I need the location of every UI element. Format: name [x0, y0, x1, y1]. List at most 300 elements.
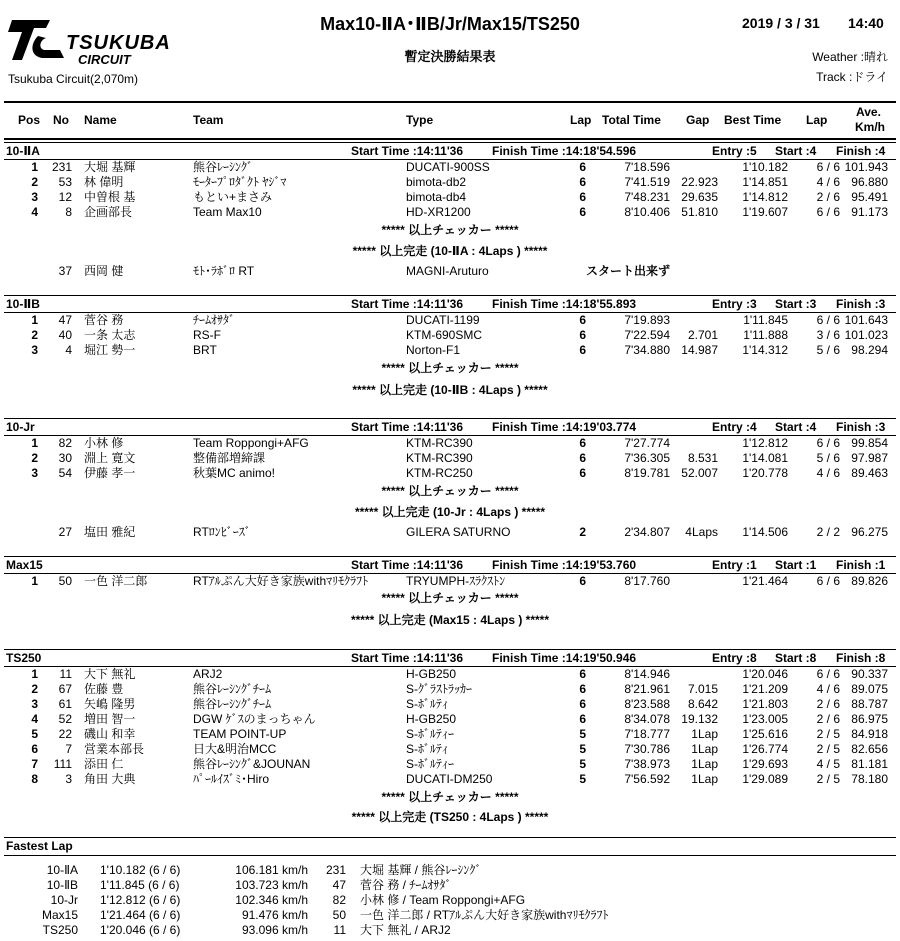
cell-laps: 6	[579, 343, 586, 357]
cell-laps: 6	[579, 466, 586, 480]
result-row	[0, 436, 900, 451]
cell-pos: 2	[31, 451, 38, 465]
cell-team: 熊谷ﾚｰｼﾝｸﾞ&JOUNAN	[193, 757, 311, 771]
result-row	[0, 727, 900, 742]
cell-total-time: 8'21.961	[624, 682, 670, 696]
cell-avg-speed: 89.463	[851, 466, 888, 480]
cell-type: GILERA SATURNO	[406, 525, 511, 539]
cell-best-time: 1'25.616	[742, 727, 788, 741]
start-time: Start Time :14:11'36	[351, 144, 464, 158]
result-row	[0, 466, 900, 481]
cell-pos: 4	[31, 205, 38, 219]
start-time: Start Time :14:11'36	[351, 558, 464, 572]
cell-no: 111	[53, 757, 72, 771]
cell-no: 82	[58, 436, 72, 450]
cell-pos: 6	[31, 742, 38, 756]
cell-laps: 5	[579, 772, 586, 786]
fastest-class: 10-ⅡA	[46, 863, 78, 877]
cell-best-time: 1'21.464	[742, 574, 788, 588]
cell-pos: 3	[31, 697, 38, 711]
non-classified-row	[0, 525, 900, 540]
cell-team: DGW ｹﾞｽのまっちゃん	[193, 712, 316, 726]
cell-pos: 3	[31, 343, 38, 357]
fastest-class: Max15	[41, 908, 78, 922]
cell-laps: 5	[579, 727, 586, 741]
time: 14:40	[848, 15, 884, 31]
section-name: TS250	[6, 651, 42, 665]
cell-team: TEAM POINT-UP	[193, 727, 287, 741]
cell-avg-speed: 82.656	[851, 742, 888, 756]
cell-type: KTM-RC390	[406, 436, 473, 450]
cell-avg-speed: 101.023	[844, 328, 888, 342]
fastest-rider-team: 大下 無礼 / ARJ2	[360, 923, 451, 937]
cell-type: DUCATI-DM250	[406, 772, 493, 786]
cell-gap: 2.701	[687, 328, 718, 342]
cell-avg-speed: 81.181	[851, 757, 888, 771]
fastest-lap-bar	[4, 837, 896, 855]
section-name: 10-ⅡA	[6, 144, 40, 158]
header-top-rule	[4, 101, 896, 103]
cell-team: BRT	[193, 343, 217, 357]
cell-gap: 14.987	[681, 343, 718, 357]
cell-total-time: 7'34.880	[624, 343, 670, 357]
cell-laps: 6	[579, 175, 586, 189]
cell-gap: 1Lap	[691, 727, 718, 741]
cell-best-lap: 2 / 5	[816, 727, 840, 741]
complete-note: ***** 以上完走 (Max15 : 4Laps ) *****	[350, 613, 550, 627]
cell-team: ﾊﾟｰﾙｲｽﾞﾐ･Hiro	[193, 772, 270, 786]
cell-type: DUCATI-1199	[406, 313, 480, 327]
col-best-time: Best Time	[724, 113, 782, 127]
cell-name: 矢嶋 隆男	[84, 697, 136, 711]
section-header	[4, 556, 896, 574]
cell-team: 秋葉MC animo!	[193, 466, 276, 480]
cell-best-lap: 5 / 6	[816, 451, 840, 465]
cell-name: 大下 無礼	[84, 667, 136, 681]
cell-team: Team Max10	[193, 205, 262, 219]
cell-team: ﾁｰﾑｵｻﾀﾞ	[193, 313, 236, 327]
cell-name: 一条 太志	[84, 328, 136, 342]
cell-best-lap: 6 / 6	[816, 205, 840, 219]
cell-laps: 6	[579, 190, 586, 204]
fastest-rider-team: 小林 修 / Team Roppongi+AFG	[360, 893, 526, 907]
cell-avg-speed: 89.826	[851, 574, 888, 588]
cell-gap: 1Lap	[691, 757, 718, 771]
fastest-lap-row	[0, 908, 900, 923]
cell-laps: 6	[579, 328, 586, 342]
cell-total-time: 8'10.406	[624, 205, 670, 219]
start-time: Start Time :14:11'36	[351, 651, 464, 665]
cell-total-time: 8'19.781	[624, 466, 670, 480]
cell-no: 40	[58, 328, 72, 342]
cell-name: 角田 大典	[84, 772, 136, 786]
cell-no: 54	[58, 466, 72, 480]
cell-total-time: 8'14.946	[624, 667, 670, 681]
cell-total-time: 7'38.973	[624, 757, 670, 771]
start-time: Start Time :14:11'36	[351, 420, 464, 434]
cell-no: 8	[65, 205, 72, 219]
fastest-rider-team: 一色 洋二郎 / RTｱﾙぷん大好き家族withﾏﾘﾓｸﾗﾌﾄ	[360, 908, 609, 922]
cell-best-time: 1'21.209	[742, 682, 788, 696]
cell-name: 増田 智一	[84, 712, 136, 726]
cell-best-lap: 2 / 6	[816, 712, 840, 726]
fastest-lap-time: 1'10.182 (6 / 6)	[100, 863, 181, 877]
cell-laps: 6	[579, 667, 586, 681]
cell-best-time: 1'29.693	[742, 757, 788, 771]
finish-count: Finish :8	[836, 651, 886, 665]
cell-type: S-ﾎﾞﾙﾃｨ	[406, 697, 449, 711]
finish-count: Finish :3	[836, 420, 886, 434]
cell-avg-speed: 88.787	[851, 697, 888, 711]
fastest-lap-row	[0, 893, 900, 908]
circuit-name: Tsukuba Circuit(2,070m)	[8, 72, 139, 86]
cell-name: 佐藤 豊	[84, 682, 124, 696]
cell-pos: 1	[31, 574, 38, 588]
fastest-class: 10-ⅡB	[46, 878, 78, 892]
fastest-class: TS250	[42, 923, 78, 937]
cell-avg-speed: 84.918	[851, 727, 888, 741]
result-row	[0, 574, 900, 589]
fastest-lap-time: 1'11.845 (6 / 6)	[100, 878, 180, 892]
cell-total-time: 7'18.596	[624, 160, 670, 174]
cell-total-time: 7'56.592	[624, 772, 670, 786]
cell-team: 整備部増締課	[193, 451, 266, 465]
section-header	[4, 649, 896, 667]
cell-best-time: 1'12.812	[742, 436, 788, 450]
cell-avg-speed: 89.075	[851, 682, 888, 696]
fastest-speed: 102.346 km/h	[235, 893, 308, 907]
cell-no: 50	[58, 574, 72, 588]
cell-name: 堀江 勢一	[84, 343, 136, 357]
cell-team: 熊谷ﾚｰｼﾝｸﾞﾁｰﾑ	[193, 697, 272, 711]
result-row	[0, 757, 900, 772]
cell-team: RTﾛﾝﾋﾞｰｽﾞ	[193, 525, 251, 539]
cell-name: 伊藤 孝一	[84, 466, 136, 480]
cell-best-lap: 3 / 6	[816, 328, 840, 342]
page-subtitle: 暫定決勝結果表	[404, 49, 496, 64]
section-name: 10-Jr	[6, 420, 35, 434]
fastest-rider-no: 47	[332, 878, 346, 892]
fastest-rider-team: 大堀 基輝 / 熊谷ﾚｰｼﾝｸﾞ	[360, 863, 482, 877]
cell-best-time: 1'23.005	[742, 712, 788, 726]
entry-count: Entry :8	[712, 651, 757, 665]
cell-best-time: 1'14.851	[742, 175, 788, 189]
cell-best-time: 1'20.046	[742, 667, 788, 681]
cell-gap: 52.007	[681, 466, 718, 480]
cell-best-time: 1'14.812	[742, 190, 788, 204]
cell-team: ﾓｰﾀｰﾌﾟﾛﾀﾞｸﾄ ﾔｼﾞﾏ	[193, 175, 287, 189]
checker-note: ***** 以上チェッカー *****	[381, 223, 519, 237]
fastest-lap-row	[0, 923, 900, 938]
result-row	[0, 190, 900, 205]
cell-best-time: 1'29.089	[742, 772, 788, 786]
cell-best-lap: 6 / 6	[816, 574, 840, 588]
fastest-rider-no: 82	[332, 893, 346, 907]
finish-time: Finish Time :14:18'54.596	[492, 144, 637, 158]
finish-count: Finish :1	[836, 558, 886, 572]
cell-best-lap: 4 / 6	[816, 175, 840, 189]
cell-laps: 6	[579, 205, 586, 219]
fastest-speed: 106.181 km/h	[235, 863, 308, 877]
cell-best-time: 1'26.774	[742, 742, 788, 756]
cell-name: 小林 修	[84, 436, 124, 450]
cell-gap: 29.635	[681, 190, 718, 204]
cell-avg-speed: 99.854	[851, 436, 888, 450]
fastest-speed: 103.723 km/h	[235, 878, 308, 892]
cell-name: 添田 仁	[84, 757, 124, 771]
non-classified-row	[0, 264, 900, 279]
cell-best-time: 1'11.888	[743, 328, 788, 342]
cell-avg-speed: 86.975	[851, 712, 888, 726]
cell-avg-speed: 91.173	[851, 205, 888, 219]
section-name: Max15	[6, 558, 43, 572]
col-type: Type	[406, 113, 434, 127]
cell-team: 熊谷ﾚｰｼﾝｸﾞﾁｰﾑ	[193, 682, 272, 696]
col-no: No	[53, 113, 69, 127]
result-row	[0, 682, 900, 697]
cell-gap: 7.015	[687, 682, 718, 696]
result-row	[0, 313, 900, 328]
cell-name: 中曽根 基	[84, 190, 136, 204]
cell-total-time: 7'36.305	[624, 451, 670, 465]
col-total-time: Total Time	[602, 113, 661, 127]
cell-laps: 5	[579, 742, 586, 756]
start-count: Start :4	[775, 144, 817, 158]
cell-best-lap: 6 / 6	[816, 160, 840, 174]
cell-pos: 3	[31, 190, 38, 204]
col-kmh: Km/h	[855, 120, 885, 134]
cell-name: 菅谷 務	[84, 313, 124, 327]
col-ave: Ave.	[856, 105, 881, 119]
cell-best-time: 1'21.803	[742, 697, 788, 711]
logo	[8, 12, 213, 70]
section-header	[4, 295, 896, 313]
section-header	[4, 142, 896, 160]
cell-team: 熊谷ﾚｰｼﾝｸﾞ	[193, 160, 254, 174]
cell-name: 大堀 基輝	[84, 160, 136, 174]
cell-pos: 1	[31, 667, 38, 681]
cell-type: S-ﾎﾞﾙﾃｨｰ	[406, 757, 455, 771]
result-row	[0, 328, 900, 343]
cell-gap: 4Laps	[685, 525, 718, 539]
result-row	[0, 175, 900, 190]
cell-pos: 1	[31, 436, 38, 450]
cell-type: H-GB250	[406, 667, 457, 681]
cell-no: 11	[59, 667, 72, 681]
result-row	[0, 712, 900, 727]
cell-type: H-GB250	[406, 712, 457, 726]
cell-total-time: 7'18.777	[624, 727, 670, 741]
entry-count: Entry :4	[712, 420, 757, 434]
finish-count: Finish :3	[836, 297, 886, 311]
cell-type: MAGNI-Aruturo	[406, 264, 489, 278]
cell-laps: 6	[579, 682, 586, 696]
cell-total-time: 8'17.760	[624, 574, 670, 588]
cell-pos: 2	[31, 328, 38, 342]
entry-count: Entry :3	[712, 297, 757, 311]
result-row	[0, 772, 900, 787]
cell-gap: 8.531	[687, 451, 718, 465]
cell-total-time: 7'22.594	[624, 328, 670, 342]
cell-name: 淵上 寛文	[84, 451, 136, 465]
cell-laps: 5	[579, 757, 586, 771]
weather: Weather :晴れ	[812, 50, 888, 64]
cell-avg-speed: 97.987	[851, 451, 888, 465]
checker-note: ***** 以上チェッカー *****	[381, 591, 519, 605]
cell-name: 一色 洋二郎	[84, 574, 148, 588]
cell-best-lap: 6 / 6	[816, 667, 840, 681]
entry-count: Entry :5	[712, 144, 757, 158]
date: 2019 / 3 / 31	[742, 15, 820, 31]
cell-best-lap: 6 / 6	[816, 313, 840, 327]
cell-avg-speed: 98.294	[851, 343, 888, 357]
fastest-lap-time: 1'21.464 (6 / 6)	[100, 908, 181, 922]
cell-no: 53	[58, 175, 72, 189]
cell-pos: 2	[31, 682, 38, 696]
cell-pos: 2	[31, 175, 38, 189]
cell-gap: 19.132	[681, 712, 718, 726]
cell-avg-speed: 101.943	[844, 160, 888, 174]
cell-best-time: 1'14.081	[742, 451, 788, 465]
cell-no: 231	[51, 160, 72, 174]
cell-name: 塩田 雅紀	[84, 525, 136, 539]
section-name: 10-ⅡB	[6, 297, 40, 311]
cell-type: KTM-RC390	[406, 451, 473, 465]
logo-text-bottom: CIRCUIT	[78, 52, 131, 67]
cell-no: 47	[58, 313, 72, 327]
complete-note: ***** 以上完走 (10-Jr : 4Laps ) *****	[354, 505, 546, 519]
cell-name: 林 偉明	[84, 175, 124, 189]
cell-no: 27	[58, 525, 72, 539]
cell-total-time: 7'48.231	[624, 190, 670, 204]
cell-laps: スタート出来ず	[586, 264, 671, 278]
cell-team: RTｱﾙぷん大好き家族withﾏﾘﾓｸﾗﾌﾄ	[193, 574, 369, 588]
cell-pos: 1	[31, 313, 38, 327]
result-row	[0, 205, 900, 220]
cell-type: bimota-db2	[406, 175, 467, 189]
cell-type: Norton-F1	[406, 343, 461, 357]
finish-time: Finish Time :14:19'53.760	[492, 558, 637, 572]
complete-note: ***** 以上完走 (10-ⅡB : 4Laps ) *****	[352, 383, 548, 397]
cell-total-time: 7'30.786	[624, 742, 670, 756]
cell-total-time: 7'27.774	[624, 436, 670, 450]
result-row	[0, 343, 900, 358]
cell-pos: 5	[31, 727, 38, 741]
cell-no: 61	[58, 697, 72, 711]
column-header	[0, 105, 900, 134]
cell-best-lap: 2 / 6	[816, 190, 840, 204]
finish-count: Finish :4	[836, 144, 886, 158]
cell-type: DUCATI-900SS	[406, 160, 490, 174]
cell-best-lap: 4 / 6	[816, 682, 840, 696]
cell-best-time: 1'19.607	[742, 205, 788, 219]
result-row	[0, 160, 900, 175]
cell-avg-speed: 95.491	[851, 190, 888, 204]
cell-pos: 8	[31, 772, 38, 786]
fastest-speed: 93.096 km/h	[241, 923, 308, 937]
start-count: Start :1	[775, 558, 817, 572]
checker-note: ***** 以上チェッカー *****	[381, 790, 519, 804]
checker-note: ***** 以上チェッカー *****	[381, 361, 519, 375]
col-team: Team	[193, 113, 224, 127]
col-best-lap: Lap	[806, 113, 828, 127]
complete-note: ***** 以上完走 (10-ⅡA : 4Laps ) *****	[352, 244, 548, 258]
cell-team: ﾓﾄ･ﾗﾎﾞﾛ RT	[193, 264, 255, 278]
header-bottom-rule	[4, 138, 896, 140]
cell-team: RS-F	[193, 328, 221, 342]
cell-gap: 51.810	[681, 205, 718, 219]
cell-type: KTM-690SMC	[406, 328, 483, 342]
entry-count: Entry :1	[712, 558, 757, 572]
cell-type: S-ﾎﾞﾙﾃｨ	[406, 742, 449, 756]
finish-time: Finish Time :14:19'50.946	[492, 651, 637, 665]
cell-best-lap: 4 / 6	[816, 466, 840, 480]
cell-best-lap: 2 / 5	[816, 772, 840, 786]
cell-name: 営業本部長	[84, 742, 145, 756]
fastest-rider-no: 231	[325, 863, 346, 877]
cell-laps: 2	[579, 525, 586, 539]
cell-laps: 6	[579, 313, 586, 327]
fastest-lap-row	[0, 863, 900, 878]
section-header	[4, 418, 896, 436]
result-row	[0, 697, 900, 712]
cell-no: 12	[58, 190, 72, 204]
cell-best-lap: 2 / 6	[816, 697, 840, 711]
fastest-lap-time: 1'12.812 (6 / 6)	[100, 893, 181, 907]
complete-note: ***** 以上完走 (TS250 : 4Laps ) *****	[351, 810, 549, 824]
fastest-lap-title: Fastest Lap	[6, 839, 73, 853]
cell-best-time: 1'14.506	[742, 525, 788, 539]
cell-no: 52	[58, 712, 72, 726]
cell-pos: 3	[31, 466, 38, 480]
cell-best-lap: 4 / 5	[816, 757, 840, 771]
cell-type: HD-XR1200	[406, 205, 471, 219]
cell-laps: 6	[579, 451, 586, 465]
page-title: Max10-ⅡA･ⅡB/Jr/Max15/TS250	[320, 14, 580, 34]
cell-team: もとい+まさみ	[193, 190, 273, 204]
finish-time: Finish Time :14:18'55.893	[492, 297, 637, 311]
cell-laps: 6	[579, 436, 586, 450]
cell-type: TRYUMPH-ｽﾗｸｽﾄﾝ	[406, 574, 506, 588]
cell-pos: 4	[31, 712, 38, 726]
fastest-class: 10-Jr	[50, 893, 78, 907]
col-name: Name	[84, 113, 117, 127]
cell-total-time: 8'23.588	[624, 697, 670, 711]
cell-team: Team Roppongi+AFG	[193, 436, 309, 450]
cell-team: 日大&明治MCC	[193, 742, 277, 756]
cell-laps: 6	[579, 712, 586, 726]
cell-gap: 1Lap	[691, 772, 718, 786]
finish-time: Finish Time :14:19'03.774	[492, 420, 637, 434]
cell-no: 7	[65, 742, 72, 756]
fastest-rider-no: 50	[332, 908, 346, 922]
cell-laps: 6	[579, 697, 586, 711]
fastest-lap-rule	[4, 855, 896, 856]
cell-avg-speed: 96.275	[851, 525, 888, 539]
start-count: Start :4	[775, 420, 817, 434]
tsukuba-logo-mark	[8, 14, 68, 64]
track: Track :ドライ	[816, 70, 888, 84]
cell-gap: 22.923	[681, 175, 718, 189]
fastest-speed: 91.476 km/h	[241, 908, 308, 922]
result-row	[0, 667, 900, 682]
cell-no: 3	[65, 772, 72, 786]
cell-best-time: 1'20.778	[742, 466, 788, 480]
fastest-rider-no: 11	[333, 923, 346, 937]
checker-note: ***** 以上チェッカー *****	[381, 484, 519, 498]
cell-laps: 6	[579, 574, 586, 588]
cell-laps: 6	[579, 160, 586, 174]
